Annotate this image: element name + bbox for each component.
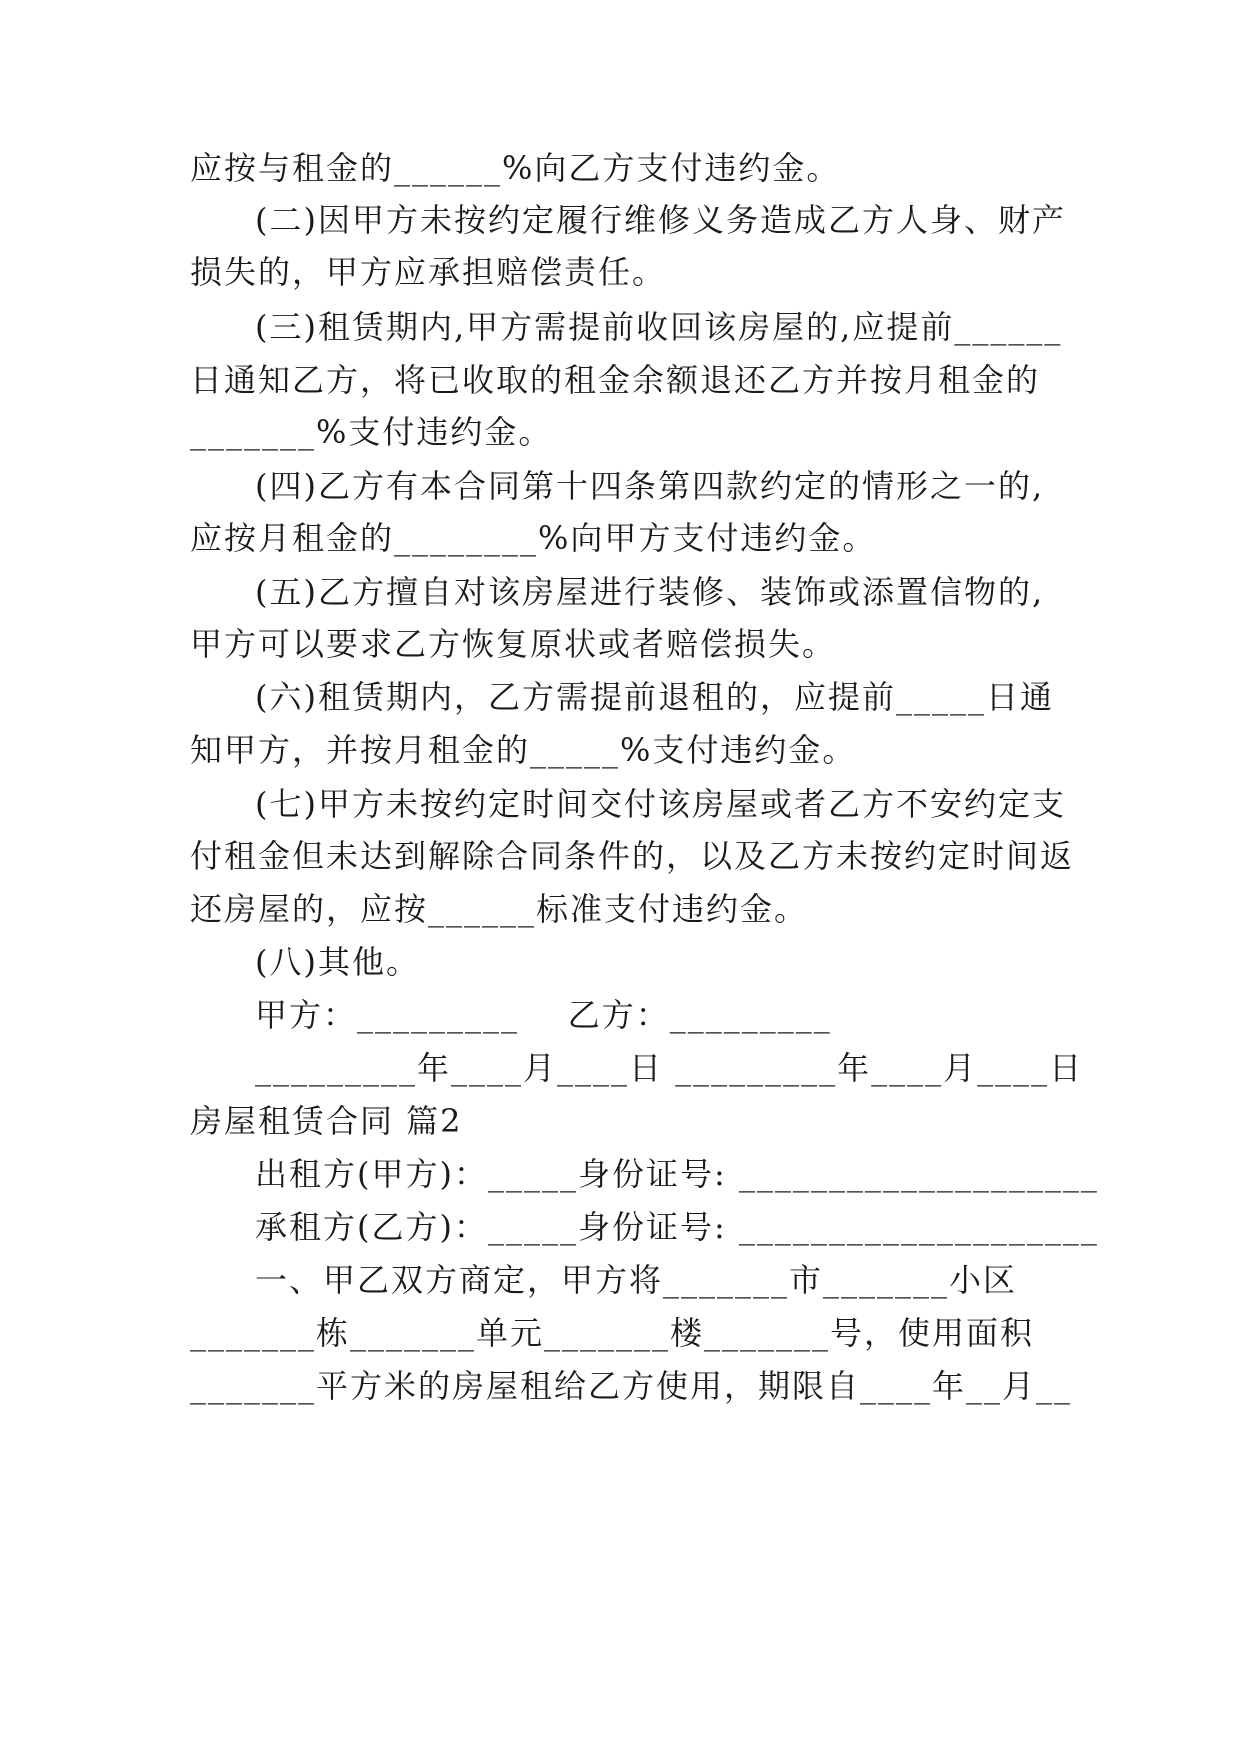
clause-7-line: (七)甲方未按约定时间交付该房屋或者乙方不安约定支 bbox=[255, 785, 1066, 823]
text-line: _______平方米的房屋租给乙方使用，期限自____年__月__ bbox=[190, 1367, 1073, 1405]
clause-8-line: (八)其他。 bbox=[255, 943, 420, 981]
clause-6-line: (六)租赁期内，乙方需提前退租的，应提前_____日通 bbox=[255, 678, 1054, 716]
signature-parties-line: 甲方：_________ 乙方：_________ bbox=[255, 996, 832, 1034]
clause-5-line: (五)乙方擅自对该房屋进行装修、装饰或添置信物的, bbox=[255, 573, 1045, 611]
text-line: 应按月租金的________%向甲方支付违约金。 bbox=[190, 519, 877, 557]
signature-date-line: _________年____月____日 _________年____月____日 bbox=[255, 1049, 1084, 1087]
text-line: 应按与租金的______%向乙方支付违约金。 bbox=[190, 149, 841, 187]
text-line: 日通知乙方，将已收取的租金余额退还乙方并按月租金的 bbox=[190, 361, 1041, 399]
text-line: 甲方可以要求乙方恢复原状或者赔偿损失。 bbox=[190, 625, 837, 663]
text-line: 损失的，甲方应承担赔偿责任。 bbox=[190, 253, 667, 291]
text-line: 还房屋的，应按______标准支付违约金。 bbox=[190, 890, 809, 928]
article-1-line: 一、甲乙双方商定，甲方将_______市_______小区 bbox=[255, 1261, 1018, 1299]
section-heading: 房屋租赁合同 篇2 bbox=[190, 1102, 463, 1140]
text-line: _______栋_______单元_______楼_______号，使用面积 bbox=[190, 1314, 1035, 1352]
lessor-line: 出租方(甲方)：_____身份证号: ____________________ bbox=[255, 1155, 1099, 1193]
text-line: 付租金但未达到解除合同条件的，以及乙方未按约定时间返 bbox=[190, 837, 1075, 875]
clause-4-line: (四)乙方有本合同第十四条第四款约定的情形之一的, bbox=[255, 467, 1045, 505]
text-line: _______%支付违约金。 bbox=[190, 413, 553, 451]
clause-3-line: (三)租赁期内,甲方需提前收回该房屋的,应提前______ bbox=[255, 308, 1063, 346]
clause-2-line: (二)因甲方未按约定履行维修义务造成乙方人身、财产 bbox=[255, 201, 1066, 239]
lessee-line: 承租方(乙方)：_____身份证号: ____________________ bbox=[255, 1208, 1099, 1246]
text-line: 知甲方，并按月租金的_____%支付违约金。 bbox=[190, 731, 857, 769]
